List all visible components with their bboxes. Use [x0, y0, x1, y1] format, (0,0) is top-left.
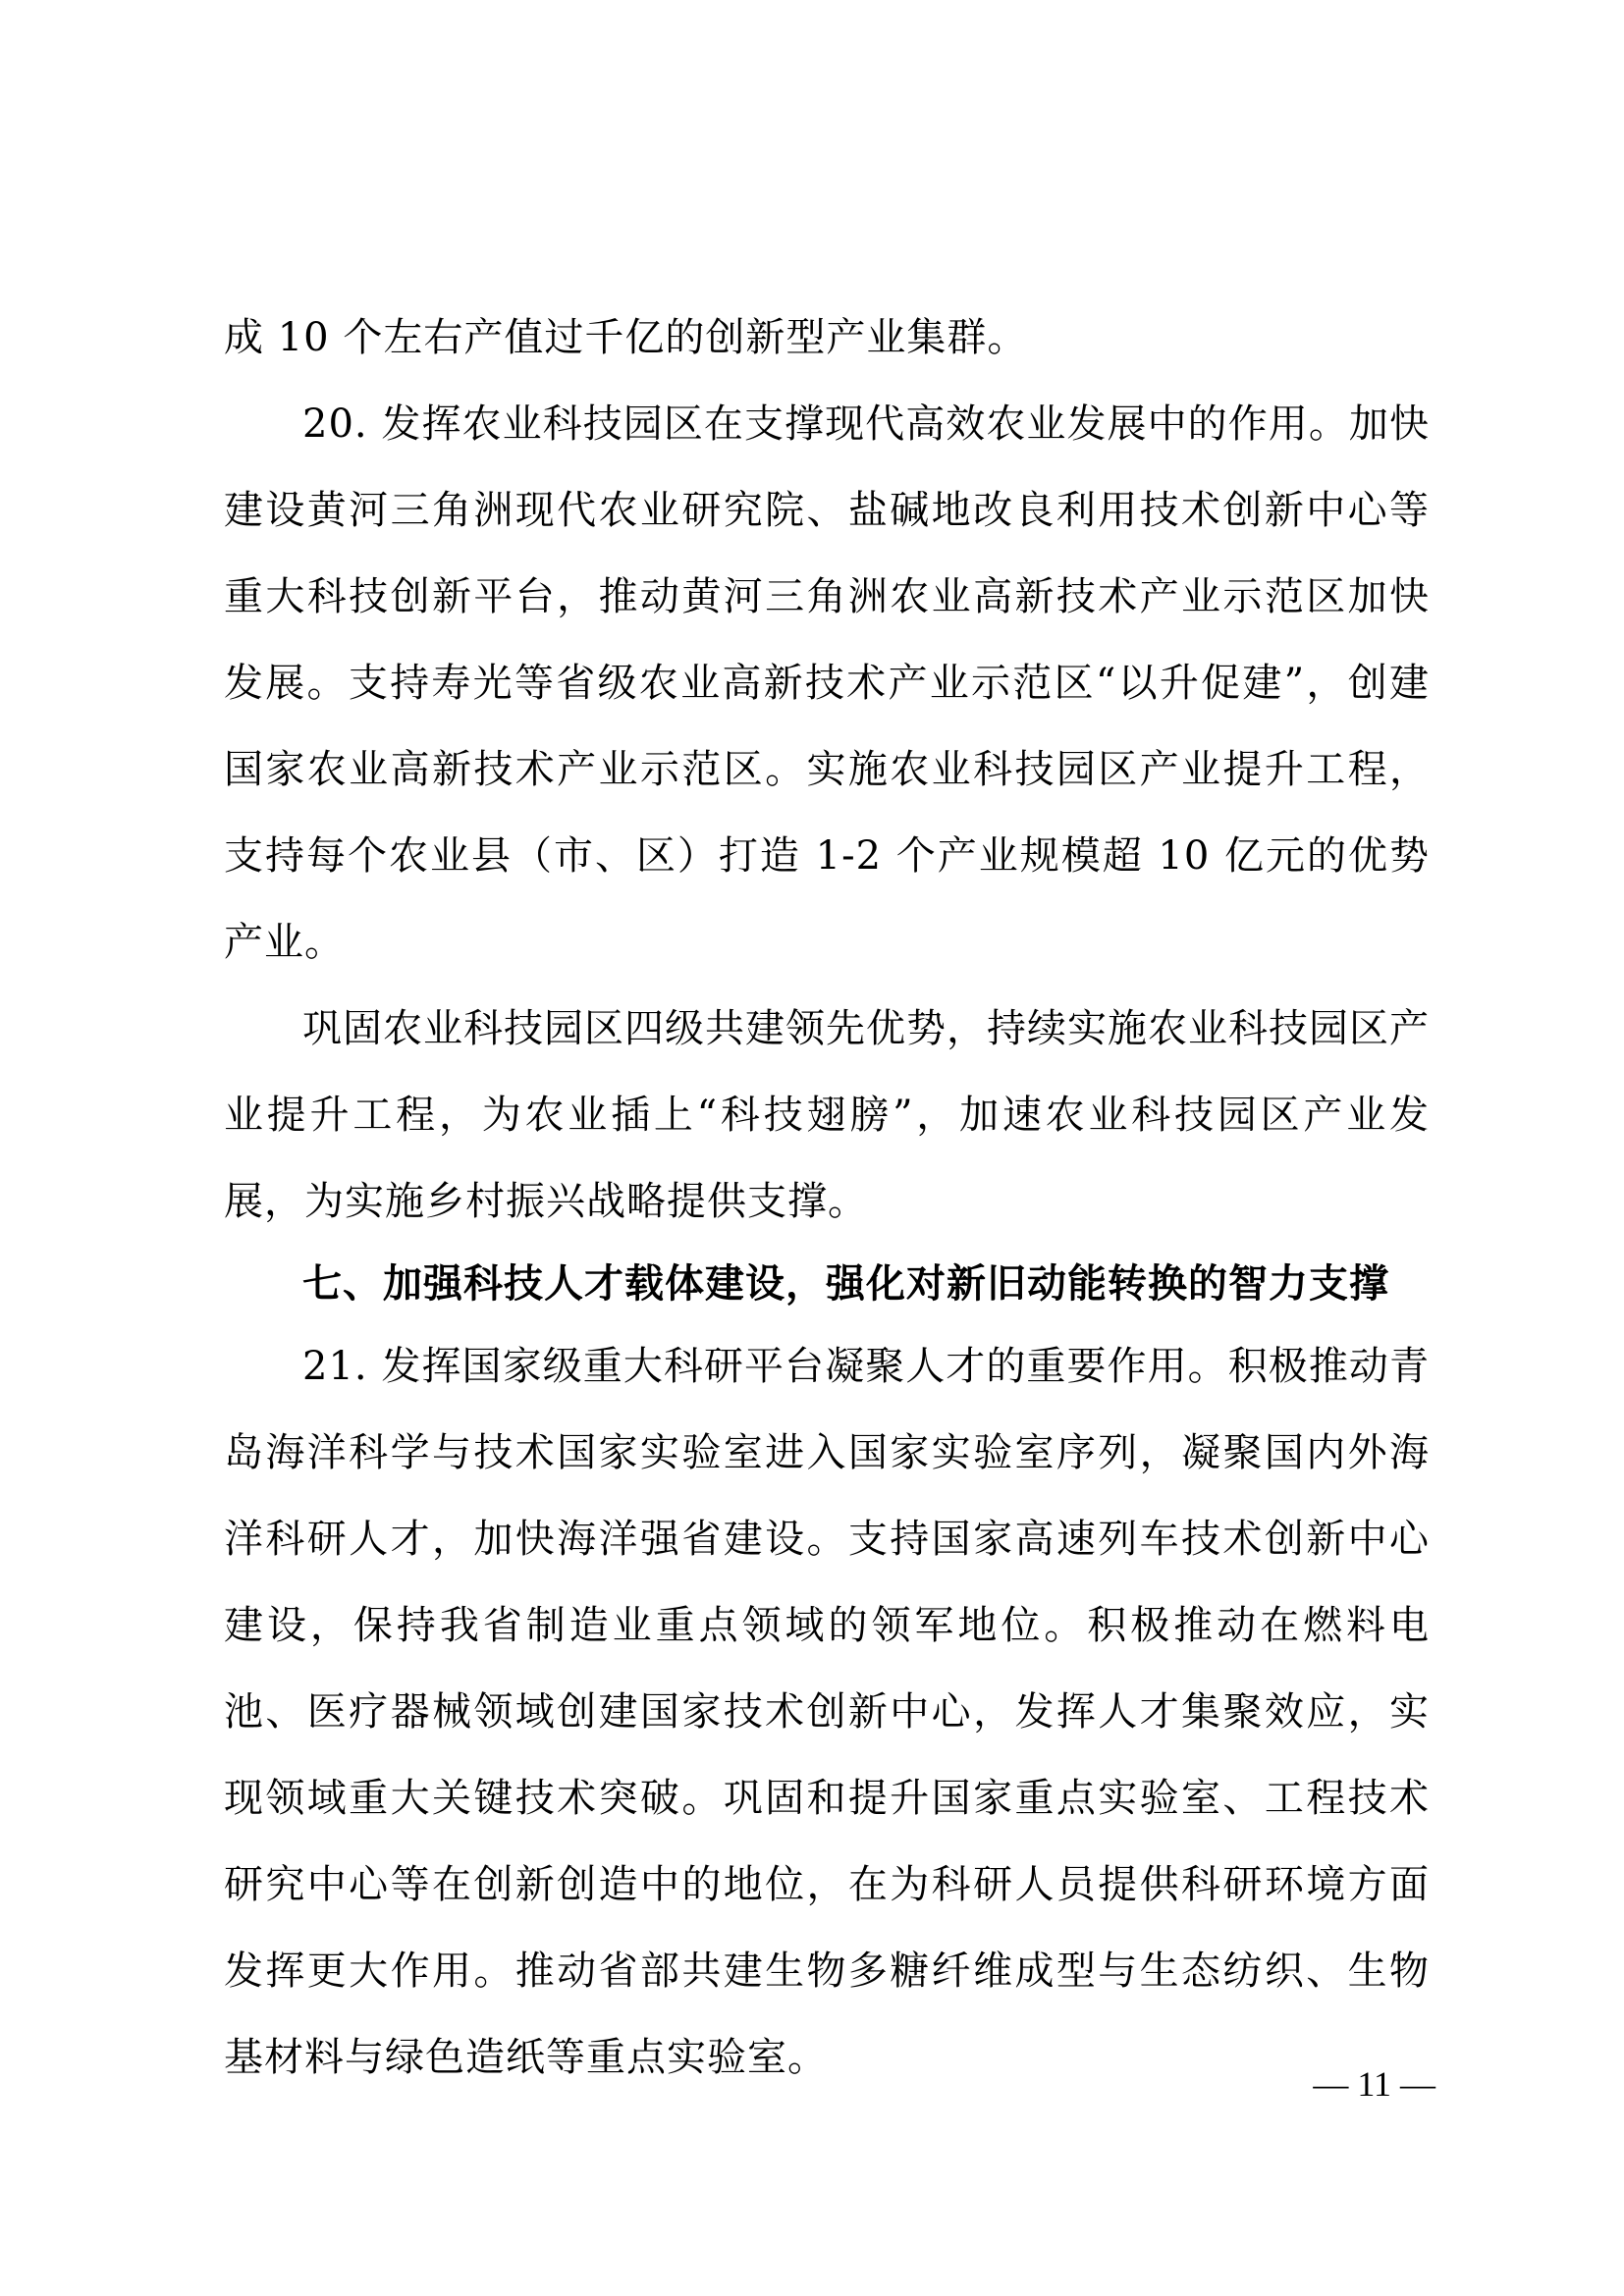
- page-number: — 11 —: [1313, 2064, 1435, 2104]
- paragraph-item-21: 21. 发挥国家级重大科研平台凝聚人才的重要作用。积极推动青岛海洋科学与技术国家实验室进入国家实验室序列，凝聚国内外海洋科研人才，加快海洋强省建设。支持国家高速列车技术创新中心建设，保持我省制造业重点领域的领军地位。积极推动在燃料电池、医疗器械领域创建国家技术创新中心，发挥人才集聚效应，实现领域重大关键技术突破。巩固和提升国家重点实验室、工程技术研究中心等在创新创造中的地位，在为科研人员提供科研环境方面发挥更大作用。推动省部共建生物多糖纤维成型与生态纺织、生物基材料与绿色造纸等重点实验室。: [224, 1344, 1430, 2080]
- section-heading-7: 七、加强科技人才载体建设，强化对新旧动能转换的智力支撑: [302, 1261, 1389, 1307]
- paragraph-continuation: 成 10 个左右产值过千亿的创新型产业集群。: [224, 315, 1028, 360]
- paragraph-item-20: 20. 发挥农业科技园区在支撑现代高效农业发展中的作用。加快建设黄河三角洲现代农业研究院、盐碱地改良利用技术创新中心等重大科技创新平台，推动黄河三角洲农业高新技术产业示范区加快发展。支持寿光等省级农业高新技术产业示范区“以升促建”，创建国家农业高新技术产业示范区。实施农业科技园区产业提升工程，支持每个农业县（市、区）打造 1-2 个产业规模超 10 亿元的优势产业。: [224, 401, 1430, 965]
- paragraph-agri-parks: 巩固农业科技园区四级共建领先优势，持续实施农业科技园区产业提升工程，为农业插上“科技翅膀”，加速农业科技园区产业发展，为实施乡村振兴战略提供支撑。: [224, 1006, 1430, 1224]
- document-body: [224, 294, 1430, 2101]
